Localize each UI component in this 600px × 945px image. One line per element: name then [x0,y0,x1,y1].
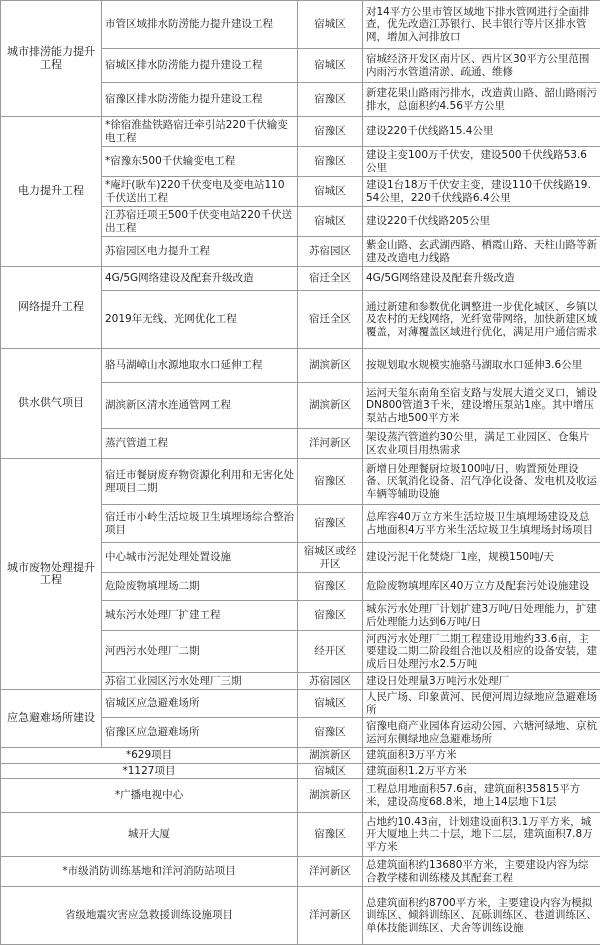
area-cell: 宿豫区 [298,718,363,748]
area-cell: 宿迁全区 [298,267,363,291]
project-cell: 宿豫区排水防涝能力提升建设工程 [102,83,298,117]
project-cell: 蒸汽管道工程 [102,429,298,459]
project-cell: *1127项目 [1,763,298,779]
description-cell: 宿城经济开发区南片区、西片区30平方公里范围内雨污水管道清淤、疏通、维修 [363,49,600,83]
category-cell: 供水供气项目 [1,349,102,459]
area-cell: 湖滨新区 [298,748,363,764]
table-row [1,748,600,764]
area-cell: 宿城区 [298,1,363,49]
table-row [1,779,600,813]
table-row [1,1,600,49]
area-cell: 宿城区或经开区 [298,543,363,573]
category-cell: 城市废物处理提升工程 [1,459,102,690]
description-cell: 通过新建和参数优化调整进一步优化城区、乡镇以及农村的无线网络，光纤宽带网络，加快新建区域覆盖，对薄覆盖区域进行优化，满足用户通信需求 [363,291,600,349]
project-cell: *629项目 [1,748,298,764]
description-cell: 按规划取水规模实施骆马湖取水口延伸3.6公里 [363,349,600,383]
project-cell: 市管区域排水防涝能力提升建设工程 [102,1,298,49]
description-cell: 工程总用地面积57.6亩，建筑面积35815平方米，建设高度68.8米，地上14层地下1层 [363,779,600,813]
project-cell: *徐宿淮盐铁路宿迁牵引站220千伏输变电工程 [102,117,298,147]
table-row [1,690,600,718]
description-cell: 危险废物填埋库区40万立方及配套污处设施建设 [363,573,600,601]
area-cell: 宿豫区 [298,573,363,601]
area-cell: 宿豫区 [298,117,363,147]
description-cell: 河西污水处理厂二期工程建设用地约33.6亩，主要建设二期二阶段组合池以及相应的设备安装，建成后日处理污水2.5万吨 [363,631,600,673]
description-cell: 总库容40万立方米生活垃圾卫生填埋场建设及总占地面积4万平方米生活垃圾卫生填埋场封场项目 [363,505,600,543]
description-cell: 新建花果山路雨污排水，改造黄山路、韶山路雨污排水，总面积约4.56平方公里 [363,83,600,117]
project-cell: 苏宿工业园区污水处理厂三期 [102,673,298,690]
description-cell: 建设1台18万千伏安主变，建设110千伏线路19.54公里，220千伏线路6.4公里 [363,177,600,207]
area-cell: 宿城区 [298,177,363,207]
area-cell: 湖滨新区 [298,383,363,429]
project-cell: 苏宿园区电力提升工程 [102,237,298,267]
area-cell: 宿城区 [298,207,363,237]
project-cell: 城开大厦 [1,813,298,857]
project-cell: 宿城区应急避难场所 [102,690,298,718]
project-cell: 宿豫区应急避难场所 [102,718,298,748]
description-cell: 宿豫电商产业园体育运动公园、六塘河绿地、京杭运河东侧绿地应急避难场所 [363,718,600,748]
project-cell: 中心城市污泥处理处置设施 [102,543,298,573]
description-cell: 新增日处理餐厨垃圾100吨/日，购置预处理设备、厌氧消化设备、沼气净化设备、发电机及收运车辆等辅助设施 [363,459,600,505]
area-cell: 宿豫区 [298,505,363,543]
category-cell: 网络提升工程 [1,267,102,349]
project-cell: 宿迁市小岭生活垃圾卫生填埋场综合整治项目 [102,505,298,543]
category-cell: 城市排涝能力提升工程 [1,1,102,117]
project-cell: 湖滨新区清水连通管网工程 [102,383,298,429]
table-row [1,267,600,291]
description-cell: 城东污水处理厂计划扩建3万吨/日处理能力，扩建后处理能力达到6万吨/日 [363,601,600,631]
description-cell: 建筑面积3万平方米 [363,748,600,764]
area-cell: 宿豫区 [298,83,363,117]
project-cell: *市级消防训练基地和洋河消防站项目 [1,857,298,887]
project-cell: 江苏宿迁项王500千伏变电站220千伏送出工程 [102,207,298,237]
description-cell: 4G/5G网络建设及配套升级改造 [363,267,600,291]
description-cell: 建设220千伏线路15.4公里 [363,117,600,147]
table-row [1,813,600,857]
area-cell: 湖滨新区 [298,779,363,813]
area-cell: 洋河新区 [298,887,363,945]
table-row [1,349,600,383]
area-cell: 经开区 [298,631,363,673]
area-cell: 宿城区 [298,690,363,718]
description-cell: 建筑面积1.2万平方米 [363,763,600,779]
project-cell: 城东污水处理厂扩建工程 [102,601,298,631]
project-cell: 骆马湖嶂山水源地取水口延伸工程 [102,349,298,383]
project-cell: *广播电视中心 [1,779,298,813]
area-cell: 宿豫区 [298,147,363,177]
project-cell: 4G/5G网络建设及配套升级改造 [102,267,298,291]
project-cell: 省级地震灾害应急救援训练设施项目 [1,887,298,945]
area-cell: 宿豫区 [298,813,363,857]
area-cell: 洋河新区 [298,857,363,887]
description-cell: 建设日处理量3万吨污水处理厂 [363,673,600,690]
area-cell: 苏宿园区 [298,673,363,690]
category-cell: 应急避难场所建设 [1,690,102,748]
area-cell: 湖滨新区 [298,349,363,383]
project-cell: *庵圩(耿车)220千伏变电及变电站110千伏送出工程 [102,177,298,207]
description-cell: 对14平方公里市管区域地下排水管网进行全面排查，优先改造江苏银行、民丰银行等片区排水管网，增加入河排放口 [363,1,600,49]
area-cell: 洋河新区 [298,429,363,459]
area-cell: 宿豫区 [298,601,363,631]
area-cell: 宿豫区 [298,459,363,505]
project-cell: 河西污水处理厂二期 [102,631,298,673]
project-cell: *宿豫东500千伏输变电工程 [102,147,298,177]
description-cell: 建设220千伏线路205公里 [363,207,600,237]
description-cell: 建设污泥干化焚烧厂1座，规模150吨/天 [363,543,600,573]
category-cell: 电力提升工程 [1,117,102,267]
project-cell: 2019年无线、光网优化工程 [102,291,298,349]
description-cell: 人民广场、印象黄河、民便河周边绿地应急避难场所 [363,690,600,718]
table-row [1,459,600,505]
description-cell: 总建筑面积约8700平方米，主要建设内容为模拟训练区、倾斜训练区、瓦砾训练区、巷道训练区、单体技能训练区、犬舍等训练设施 [363,887,600,945]
table-row [1,763,600,779]
area-cell: 宿城区 [298,49,363,83]
area-cell: 苏宿园区 [298,237,363,267]
project-cell: 宿城区排水防涝能力提升建设工程 [102,49,298,83]
description-cell: 占地约10.43亩，计划建设面积3.1万平方米，城开大厦地上共二十层，地下二层，建筑面积7.8万平方米 [363,813,600,857]
description-cell: 总建筑面积约13680平方米，主要建设内容为综合教学楼和训练楼及其配套工程 [363,857,600,887]
description-cell: 运河天玺东南角至宿支路与发展大道交叉口，铺设DN800管道3千米，建设增压泵站1座。其中增压泵站占地500平方米 [363,383,600,429]
area-cell: 宿迁全区 [298,291,363,349]
project-cell: 危险废物填埋场二期 [102,573,298,601]
description-cell: 建设主变100万千伏安，建设500千伏线路53.6公里 [363,147,600,177]
project-cell: 宿迁市餐厨废弃物资源化利用和无害化处理项目二期 [102,459,298,505]
description-cell: 架设蒸汽管道约30公里，满足工业园区、仓集片区农业项目用热需求 [363,429,600,459]
table-row [1,857,600,887]
table-row [1,887,600,945]
table-row [1,117,600,147]
description-cell: 紫金山路、玄武湖西路、栖霞山路、天柱山路等新建及改造电力线路 [363,237,600,267]
area-cell: 宿城区 [298,763,363,779]
